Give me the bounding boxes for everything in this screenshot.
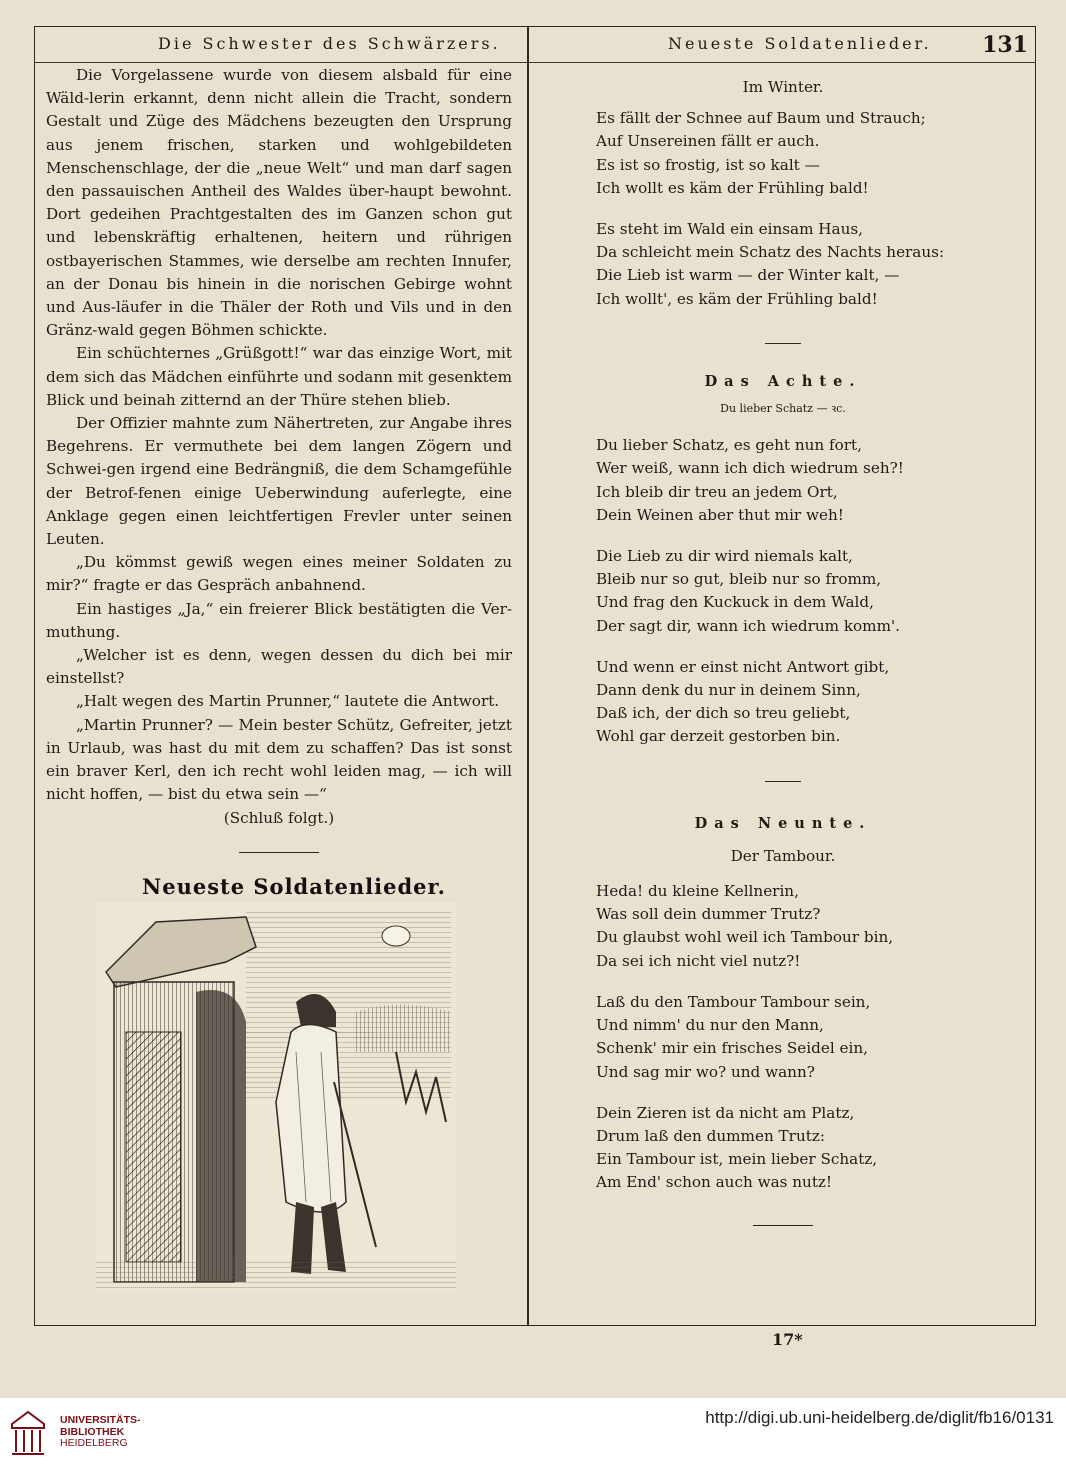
verse-line: Du glaubst wohl weil ich Tambour bin,: [596, 928, 894, 947]
verse-line: Und frag den Kuckuck in dem Wald,: [596, 593, 874, 612]
verse-line: Es fällt der Schnee auf Baum und Strauch;: [596, 109, 926, 128]
stanza: [548, 991, 1018, 1084]
stanza: [548, 107, 1018, 200]
stanza: [548, 1102, 1018, 1195]
sentry-illustration: [96, 902, 456, 1292]
running-head-left: Die Schwester des Schwärzers.: [158, 34, 501, 53]
institution-name: UNIVERSITÄTS- BIBLIOTHEK HEIDELBERG: [60, 1414, 141, 1449]
verse-line: Da schleicht mein Schatz des Nachts heraus:: [596, 243, 945, 262]
verse-line: Heda! du kleine Kellnerin,: [596, 882, 799, 901]
verse-line: Was soll dein dummer Trutz?: [596, 905, 821, 924]
paragraph: Der Offizier mahnte zum Nähertreten, zur Angabe ihres Begehrens. Er vermuthete bei dem langen Zögern und Schwei-gen irgend eine Bedrängniß, die dem Schamgefühle der Betrof-fenen einige Ueberwindung auferlegte, eine Anklage gegen einen leichtfertigen Frevler unter seinen Leuten.: [46, 414, 512, 549]
verse-line: Dann denk du nur in deinem Sinn,: [596, 681, 861, 700]
column-divider: [527, 26, 529, 1326]
verse-line: Es ist so frostig, ist so kalt —: [596, 155, 820, 174]
song-subtitle: Der Tambour.: [730, 846, 836, 865]
verse-line: Die Lieb ist warm — der Winter kalt, —: [596, 266, 900, 285]
permalink-url[interactable]: http://digi.ub.uni-heidelberg.de/diglit/fb16/0131: [705, 1408, 1054, 1427]
right-column: [548, 64, 1018, 1226]
stanza: [548, 218, 1018, 311]
verse-line: Laß du den Tambour Tambour sein,: [596, 992, 871, 1011]
header-rule: [34, 62, 1036, 63]
signature-mark: 17*: [772, 1330, 803, 1349]
verse-line: Schenk' mir ein frisches Seidel ein,: [596, 1039, 868, 1058]
song-subtitle: Du lieber Schatz — ꝛc.: [720, 402, 846, 416]
paragraph: „Halt wegen des Martin Prunner,“ lautete die Antwort.: [76, 692, 500, 711]
verse-line: Ein Tambour ist, mein lieber Schatz,: [596, 1150, 878, 1169]
verse-line: Und wenn er einst nicht Antwort gibt,: [596, 657, 890, 676]
stanza: [548, 880, 1018, 973]
poem-title: Im Winter.: [742, 78, 824, 96]
song-number-title: Das Achte.: [704, 372, 862, 390]
verse-line: Ich wollt', es käm der Frühling bald!: [596, 289, 878, 308]
verse-line: Du lieber Schatz, es geht nun fort,: [596, 436, 862, 455]
verse-line: Dein Zieren ist da nicht am Platz,: [596, 1103, 855, 1122]
verse-line: Es steht im Wald ein einsam Haus,: [596, 220, 864, 239]
verse-line: Da sei ich nicht viel nutz?!: [596, 951, 801, 970]
song-number-title: Das Neunte.: [694, 814, 872, 832]
paragraph: Die Vorgelassene wurde von diesem alsbald für eine Wäld-lerin erkannt, denn nicht allein die Tracht, sondern Gestalt und Züge des Mädchens bezeugten den Ursprung aus jenem frischen, starken und wohlgebildeten Menschenschlage, der die „neue Welt“ und man darf sagen den passauischen Antheil des Waldes über-haupt bewohnt. Dort gedeihen Prachtgestalten des im Ganzen schon gut und lebenskräftig erhaltenen, heitern und rührigen ostbayerischen Stammes, wie derselbe am rechten Innufer, an der Donau bis hinein in die norischen Gebirge wohnt und Aus-läufer in die Thäler der Roth und Vils und in den Gränz-wald gegen Böhmen schickte.: [46, 66, 512, 340]
paragraph: „Martin Prunner? — Mein bester Schütz, Gefreiter, jetzt in Urlaub, was hast du mit dem zu schaffen? Das ist sonst ein braver Kerl, den ich recht wohl leiden mag, — ich will nicht hoffen, — bist du etwa sein —“: [46, 715, 512, 804]
verse-line: Am End' schon auch was nutz!: [596, 1173, 833, 1192]
verse-line: Bleib nur so gut, bleib nur so fromm,: [596, 570, 882, 589]
stanza: [548, 545, 1018, 638]
paragraph: „Welcher ist es denn, wegen dessen du dich bei mir einstellst?: [46, 646, 512, 688]
paragraph: Ein schüchternes „Grüßgott!“ war das einzige Wort, mit dem sich das Mädchen einführte und sodann mit gesenktem Blick und beinah zitternd an der Thüre stehen blieb.: [46, 344, 512, 409]
verse-line: Und sag mir wo? und wann?: [596, 1062, 815, 1081]
verse-line: Und nimm' du nur den Mann,: [596, 1016, 824, 1035]
verse-line: Daß ich, der dich so treu geliebt,: [596, 704, 851, 723]
verse-line: Die Lieb zu dir wird niemals kalt,: [596, 547, 853, 566]
section-rule: [753, 1225, 813, 1226]
university-library-logo-icon: [8, 1404, 48, 1460]
left-column: [46, 64, 512, 927]
verse-line: Dein Weinen aber thut mir weh!: [596, 505, 844, 524]
continuation-note: (Schluß folgt.): [223, 808, 335, 827]
paragraph: „Du kömmst gewiß wegen eines meiner Soldaten zu mir?“ fragte er das Gespräch anbahnend.: [46, 553, 512, 595]
verse-line: Drum laß den dummen Trutz:: [596, 1126, 825, 1145]
page-number: 131: [982, 32, 1028, 58]
verse-line: Wer weiß, wann ich dich wiedrum seh?!: [596, 459, 904, 478]
verse-line: Auf Unsereinen fällt er auch.: [596, 132, 820, 151]
verse-line: Der sagt dir, wann ich wiedrum komm'.: [596, 616, 900, 635]
running-head-right: Neueste Soldatenlieder.: [668, 34, 932, 53]
paragraph: Ein hastiges „Ja,“ ein freierer Blick bestätigten die Ver-muthung.: [46, 599, 512, 641]
verse-line: Wohl gar derzeit gestorben bin.: [596, 727, 841, 746]
stanza: [548, 656, 1018, 749]
verse-line: Ich wollt es käm der Frühling bald!: [596, 178, 869, 197]
section-title: Neueste Soldatenlieder.: [142, 873, 446, 899]
verse-line: Ich bleib dir treu an jedem Ort,: [596, 482, 838, 501]
stanza: [548, 434, 1018, 527]
